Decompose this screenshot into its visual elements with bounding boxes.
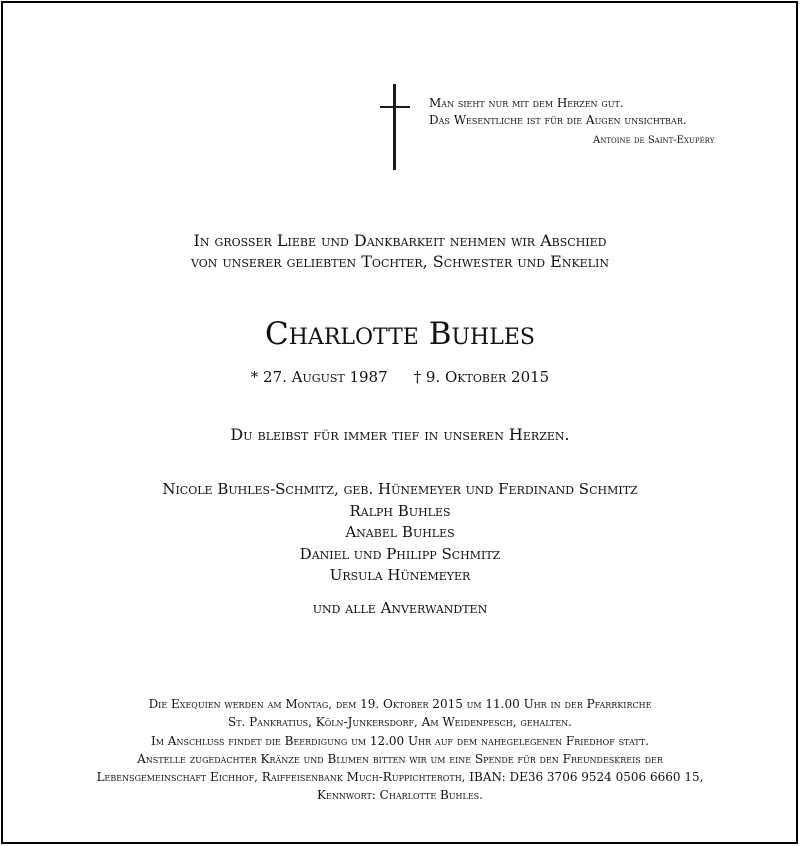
family-member: Ralph Buhles [349, 501, 451, 520]
intro-text [0, 230, 800, 272]
family-member: Ursula Hünemeyer [329, 566, 471, 584]
funeral-notice [0, 695, 800, 805]
notice-line: St. Pankratius, Köln-Junkersdorf, Am Weidenpesch, gehalten. [228, 715, 572, 730]
intro-line-2: von unserer geliebten Tochter, Schwester und Enkelin [190, 252, 609, 271]
notice-line: Die Exequien werden am Montag, dem 19. Oktober 2015 um 11.00 Uhr in der Pfarrkirche [148, 697, 652, 711]
cross-icon [380, 84, 410, 170]
quote-line-1: Man sieht nur mit dem Herzen gut. [429, 96, 624, 110]
deceased-name: Charlotte Buhles [265, 316, 535, 352]
notice-line: Anstelle zugedachter Kränze und Blumen bitten wir um eine Spende für den Freundeskreis der [137, 751, 663, 766]
notice-line: Kennwort: Charlotte Buhles. [317, 788, 483, 803]
quote-author: Antoine de Saint-Exupéry [593, 135, 715, 146]
quote-line-2: Das Wesentliche ist für die Augen unsichtbar. [429, 113, 687, 127]
notice-line: Lebensgemeinschaft Eichhof, Raiffeisenbank Much-Ruppichteroth, IBAN: DE36 3706 9524 0506 6660 15, [96, 770, 704, 785]
relatives-line: und alle Anverwandten [312, 599, 488, 617]
motto: Du bleibst für immer tief in unseren Herzen. [230, 425, 570, 444]
family-member: Daniel und Philipp Schmitz [299, 544, 501, 563]
family-list [0, 479, 800, 587]
quote-block [429, 95, 729, 146]
life-dates [0, 367, 800, 387]
family-member: Anabel Buhles [345, 523, 455, 541]
family-member: Nicole Buhles-Schmitz, geb. Hünemeyer und Ferdinand Schmitz [162, 480, 638, 498]
death-date: † 9. Oktober 2015 [413, 368, 550, 386]
notice-line: Im Anschluss findet die Beerdigung um 12.00 Uhr auf dem nahegelegenen Friedhof statt. [151, 733, 649, 748]
birth-date: * 27. August 1987 [250, 368, 388, 386]
intro-line-1: In großer Liebe und Dankbarkeit nehmen wir Abschied [193, 231, 607, 250]
